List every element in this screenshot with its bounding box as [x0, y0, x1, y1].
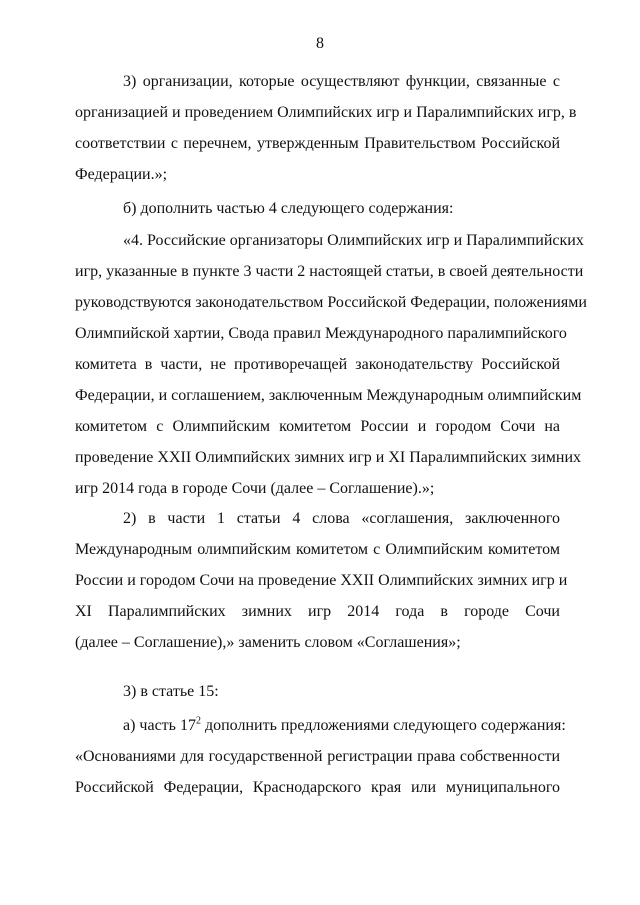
page-number: 8	[316, 35, 324, 52]
text-line: (далее – Соглашение),» заменить словом «Соглашения»;	[75, 634, 461, 651]
text-line-with-superscript	[75, 710, 566, 741]
text-line: «Основаниями для государственной регистрации права собственности	[75, 748, 560, 765]
text-line: игр, указанные в пункте 3 части 2 настоящей статьи, в своей деятельности	[75, 263, 584, 280]
text-line: Олимпийской хартии, Свода правил Международного паралимпийского	[75, 325, 567, 342]
text-line: руководствуются законодательством Российской Федерации, положениями	[75, 294, 587, 311]
text-line: «4. Российские организаторы Олимпийских игр и Паралимпийских	[123, 232, 584, 249]
text-line: соответствии с перечнем, утвержденным Правительством Российской	[75, 135, 560, 152]
text-line: России и городом Сочи на проведение XXII Олимпийских зимних игр и	[75, 572, 568, 589]
paragraph-6	[75, 710, 566, 803]
text-fragment: а) часть 17	[123, 717, 196, 734]
text-line: 3) в статье 15:	[123, 683, 219, 700]
paragraph-1	[75, 66, 577, 190]
text-line: Федерации, и соглашением, заключенным Международным олимпийским	[75, 387, 582, 404]
text-line: организацией и проведением Олимпийских игр и Паралимпийских игр, в	[75, 104, 577, 121]
text-line: Российской Федерации, Краснодарского края или муниципального	[75, 779, 560, 796]
text-line: игр 2014 года в городе Сочи (далее – Соглашение).»;	[75, 480, 435, 497]
text-line: Федерации.»;	[75, 166, 168, 183]
text-line: б) дополнить частью 4 следующего содержания:	[123, 200, 454, 217]
paragraph-2	[75, 193, 560, 224]
text-line: Международным олимпийским комитетом с Олимпийским комитетом	[75, 541, 560, 558]
text-line: XI Паралимпийских зимних игр 2014 года в городе Сочи	[75, 603, 560, 620]
text-line: 2) в части 1 статьи 4 слова «соглашения, заключенного	[123, 510, 560, 527]
paragraph-5	[75, 676, 560, 707]
text-line: комитетом с Олимпийским комитетом России и городом Сочи на	[75, 418, 560, 435]
paragraph-4	[75, 503, 568, 658]
superscript: 2	[195, 715, 201, 727]
text-fragment: дополнить предложениями следующего содержания:	[200, 717, 566, 734]
paragraph-3	[75, 225, 587, 504]
text-line: проведение XXII Олимпийских зимних игр и XI Паралимпийских зимних	[75, 449, 582, 466]
text-line: 3) организации, которые осуществляют функции, связанные с	[123, 73, 560, 90]
text-line: комитета в части, не противоречащей законодательству Российской	[75, 356, 560, 373]
